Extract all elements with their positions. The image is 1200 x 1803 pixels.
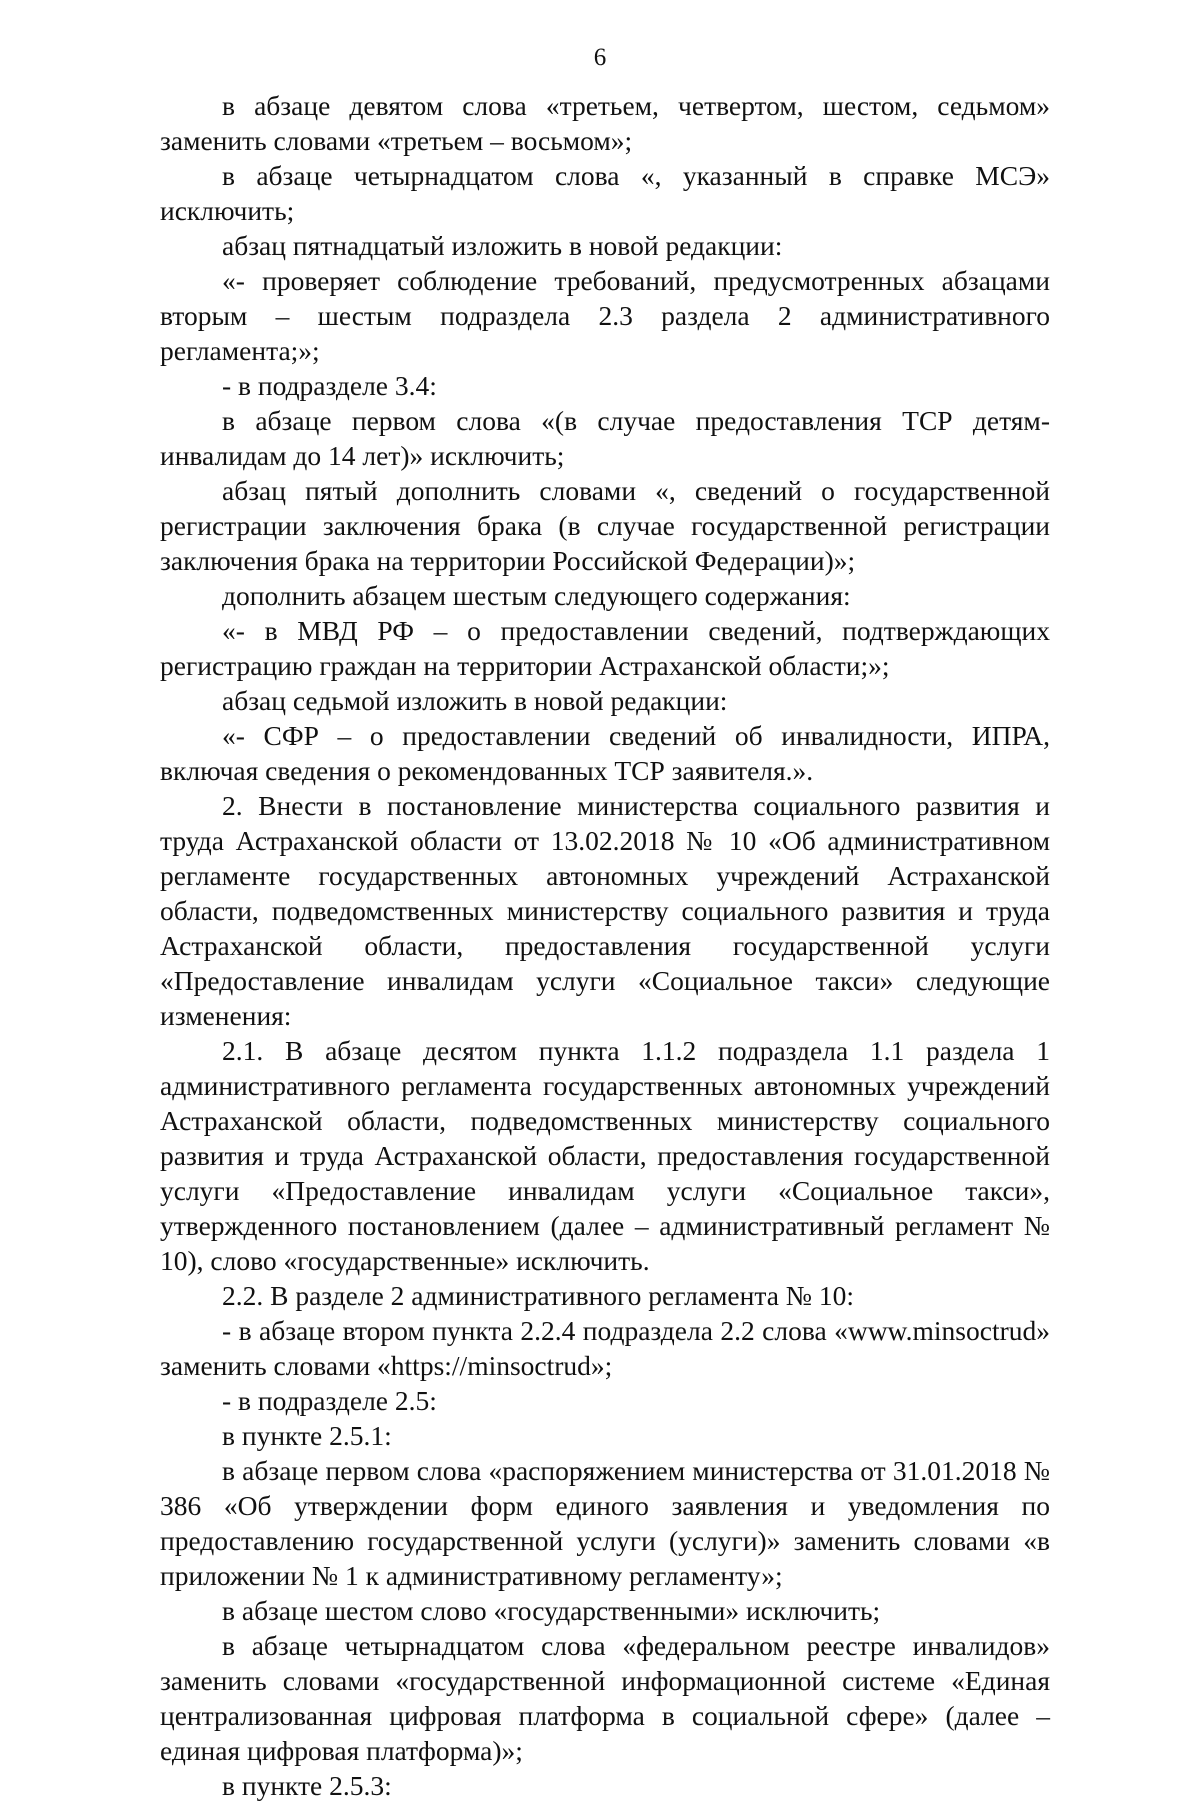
paragraph: - в абзаце втором пункта 2.2.4 подраздела 2.2 слова «www.minsoctrud» заменить словами «https://minsoctrud»;: [160, 1315, 1050, 1381]
paragraph: в пункте 2.5.3:: [222, 1770, 392, 1801]
paragraph: в пункте 2.5.1:: [222, 1420, 392, 1451]
paragraph: абзац седьмой изложить в новой редакции:: [222, 685, 728, 716]
paragraph: в абзаце девятом слова «третьем, четвертом, шестом, седьмом» заменить словами «третьем – восьмом»;: [160, 90, 1050, 156]
paragraph: абзац пятый дополнить словами «, сведений о государственной регистрации заключения брака (в случае государственной регистрации заключения брака на территории Российской Федерации)»;: [160, 475, 1050, 576]
paragraph: в абзаце первом слова «распоряжением министерства от 31.01.2018 № 386 «Об утверждении форм единого заявления и уведомления по предоставлению государственной услуги (услуги)» заменить словами «в приложении № 1 к административному регламенту»;: [160, 1455, 1050, 1591]
paragraph: «- в МВД РФ – о предоставлении сведений, подтверждающих регистрацию граждан на территории Астраханской области;»;: [160, 615, 1050, 681]
paragraph: дополнить абзацем шестым следующего содержания:: [222, 580, 851, 611]
paragraph: - в подразделе 3.4:: [222, 370, 437, 401]
paragraph: 2. Внести в постановление министерства социального развития и труда Астраханской области от 13.02.2018 № 10 «Об административном регламенте государственных автономных учреждений Астраханской области, подведомственных министерству социального развития и труда Астраханской области, предоставления государственной услуги «Предоставление инвалидам услуги «Социальное такси» следующие изменения:: [160, 790, 1050, 1031]
paragraph: в абзаце шестом слово «государственными» исключить;: [222, 1595, 881, 1626]
paragraph: в абзаце четырнадцатом слова «, указанный в справке МСЭ» исключить;: [160, 160, 1050, 226]
paragraph: «- СФР – о предоставлении сведений об инвалидности, ИПРА, включая сведения о рекомендованных ТСР заявителя.».: [160, 720, 1050, 786]
paragraph: 2.1. В абзаце десятом пункта 1.1.2 подраздела 1.1 раздела 1 административного регламента государственных автономных учреждений Астраханской области, подведомственных министерству социального развития и труда Астраханской области, предоставления государственной услуги «Предоставление инвалидам услуги «Социальное такси», утвержденного постановлением (далее – административный регламент № 10), слово «государственные» исключить.: [160, 1035, 1050, 1276]
paragraph: «- проверяет соблюдение требований, предусмотренных абзацами вторым – шестым подраздела 2.3 раздела 2 административного регламента;»;: [160, 265, 1050, 366]
paragraph: в абзаце четырнадцатом слова «федеральном реестре инвалидов» заменить словами «государственной информационной системе «Единая централизованная цифровая платформа в социальной сфере» (далее – единая цифровая платформа)»;: [160, 1630, 1050, 1766]
document-body: [160, 88, 1050, 1803]
paragraph: в абзаце первом слова «(в случае предоставления ТСР детям-инвалидам до 14 лет)» исключить;: [160, 405, 1050, 471]
page-number: 6: [593, 44, 607, 71]
paragraph: 2.2. В разделе 2 административного регламента № 10:: [222, 1280, 855, 1311]
paragraph: абзац пятнадцатый изложить в новой редакции:: [222, 230, 783, 261]
paragraph: - в подразделе 2.5:: [222, 1385, 437, 1416]
